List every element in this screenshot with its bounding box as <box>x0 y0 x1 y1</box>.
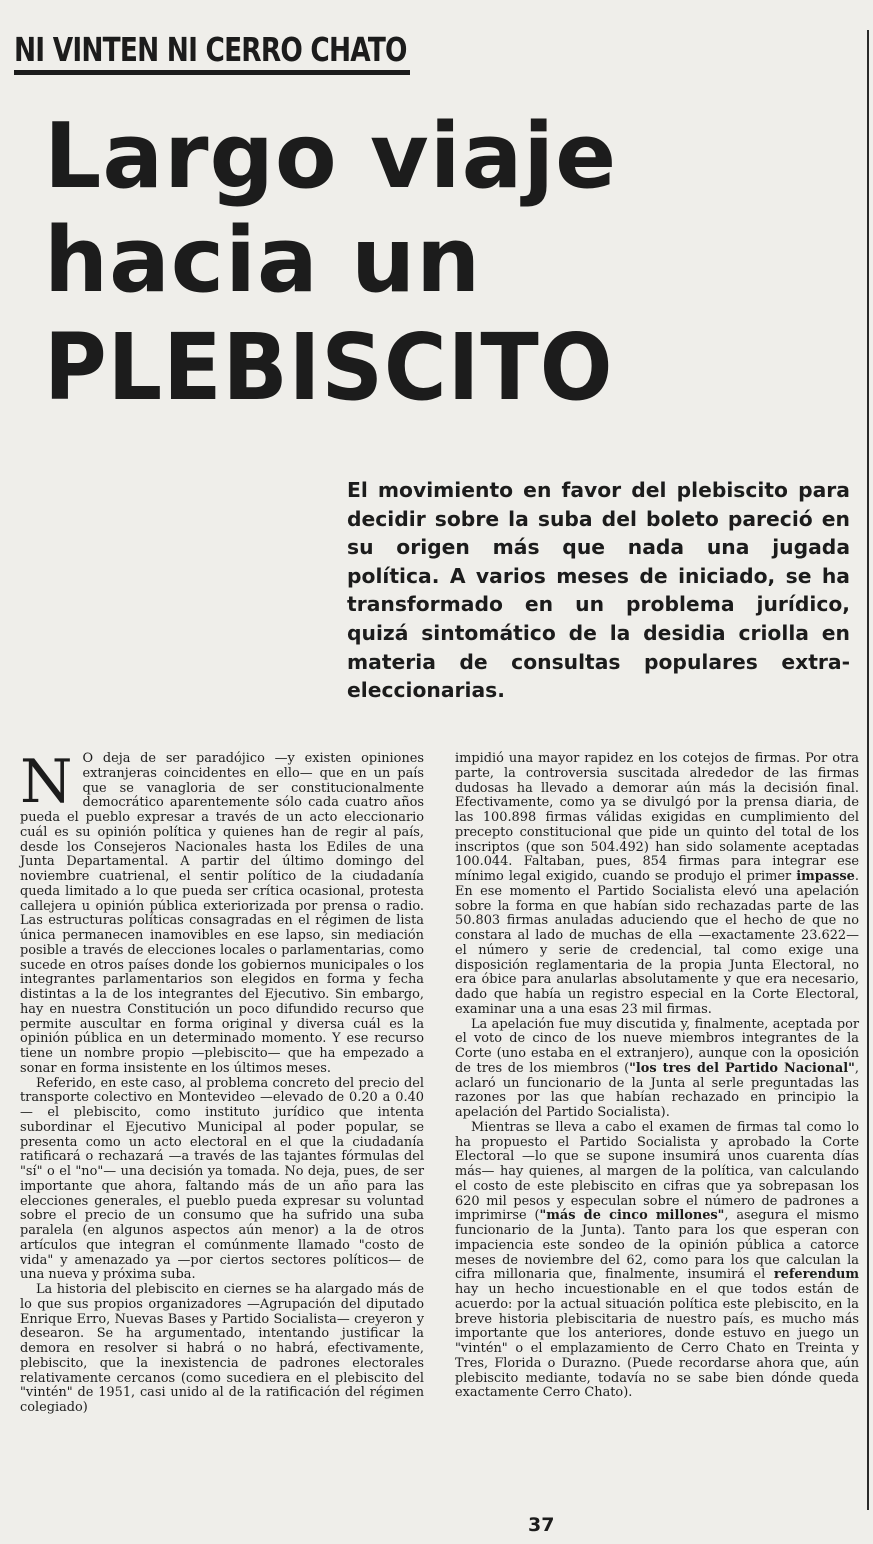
paragraph <box>455 1121 859 1401</box>
paragraph-text: Mientras se lleva a cabo el examen de firmas tal como lo ha propuesto el Partido Socialista y aprobado la Corte Electoral —lo que se supone insumirá unos cuarenta días más— hay quienes, al margen de la política, van calculando el costo de este plebiscito en cifras que ya sobrepasan los 620 mil pesos y especulan sobre el número de padrones a imprimirse ( <box>455 1119 859 1224</box>
paragraph-text: , aclaró un funcionario de la Junta al serle preguntadas las razones por las que habían rechazado en principio la apelación del Partido Socialista). <box>455 1060 859 1120</box>
paragraph: La historia del plebiscito en ciernes se ha alargado más de lo que sus propios organizadores —Agrupación del diputado Enrique Erro, Nuevas Bases y Partido Socialista— creyeron y desearon. Se ha argumentado, intentando justificar la demora en resolver si habrá o no habrá, efectivamente, plebiscito, que la inexistencia de padrones electorales relativamente cercanos (como sucediera en el plebiscito del "vintén" de 1951, casi unido al de la ratificación del régimen colegiado) <box>20 1282 424 1415</box>
paragraph-text: , asegura el mismo funcionario de la Junta). Tanto para los que esperan con impaciencia este sondeo de la opinión pública a catorce meses de noviembre del 62, como para los que calculan la cifra millonaria que, finalmente, insumirá el <box>455 1208 860 1283</box>
drop-cap: N <box>20 747 73 817</box>
paragraph-text: La apelación fue muy discutida y, finalmente, aceptada por el voto de cinco de los nueve miembros integrantes de la Corte (uno estaba en el extranjero), aunque con la oposición de tres de los miembros ( <box>455 1016 859 1076</box>
bold-term: referendum <box>773 1267 859 1283</box>
paragraph <box>455 752 859 1018</box>
paragraph-text: O deja de ser paradójico —y existen opiniones extranjeras coincidentes en ello— que en un país que se vanagloria de ser constitucionalmente democrático aparentemente sólo cada cuatro años pueda el pueblo expresar a través de un acto eleccionario cuál es su opinión política y quienes han de regir al país, desde los Consejeros Nacionales hasta los Ediles de una Junta Departamental. A partir del último domingo del noviembre cuatrienal, el sentir político de la ciudadanía queda limitado a lo que pueda ser crítica ocasional, protesta callejera u opinión pública exteriorizada por prensa o radio. Las estructuras políticas consagradas en el régimen de lista única permanecen inamovibles en ese lapso, sin mediación posible a través de elecciones locales o parlamentarias, como sucede en otros países donde los gobiernos municipales o los integrantes parlamentarios son elegidos en forma y fecha distintas a la de los integrantes del Ejecutivo. Sin embargo, hay en nuestra Constitución un poco difundido recurso que permite auscultar en forma original y diversa cuál es la opinión pública en un determinado momento. Y ese recurso tiene un nombre propio —plebiscito— que ha empezado a sonar en forma insistente en los últimos meses. <box>20 751 424 1076</box>
headline-line-3: PLEBISCITO <box>44 314 614 421</box>
article-column-left <box>20 747 424 1416</box>
headline <box>44 104 656 421</box>
bold-quote: "los tres del Partido Nacional" <box>629 1060 855 1076</box>
bold-term: impasse <box>796 869 855 884</box>
paragraph <box>455 1018 859 1121</box>
paragraph <box>20 747 424 1077</box>
page-number: 37 <box>528 1514 555 1536</box>
section-kicker: NI VINTEN NI CERRO CHATO <box>14 30 410 75</box>
paragraph-text: . En ese momento el Partido Socialista elevó una apelación sobre la forma en que habían sido rechazadas parte de las 50.803 firmas anuladas aduciendo que el hecho de que no constara al lado de muchas de ella —exactamente 23.622— el número y serie de credencial, tal como exige una disposición reglamentaria de la propia Junta Electoral, no era óbice para anularlas absolutamente y que era necesario, dado que había un registro especial en la Corte Electoral, examinar una a una esas 23 mil firmas. <box>455 869 859 1017</box>
article-column-right <box>455 752 859 1401</box>
paragraph-text: impidió una mayor rapidez en los cotejos de firmas. Por otra parte, la controversia suscitada alrededor de las firmas dudosas ha llevado a demorar aún más la decisión final. Efectivamente, como ya se divulgó por la prensa diaria, de las 100.898 firmas válidas exigidas en cumplimiento del precepto constitucional que pide un quinto del total de los inscriptos (que son 504.492) han sido solamente aceptadas 100.044. Faltaban, pues, 854 firmas para integrar ese mínimo legal exigido, cuando se produjo el primer <box>455 751 859 884</box>
headline-line-1: Largo viaje <box>44 104 618 209</box>
paragraph-text: hay un hecho incuestionable en el que todos están de acuerdo: por la actual situación política este plebiscito, en la breve historia plebiscitaria de nuestro país, es mucho más importante que los anteriores, donde estuvo en juego un "vintén" o el emplazamiento de Cerro Chato en Treinta y Tres, Florida o Durazno. (Puede recordarse ahora que, aún plebiscito mediante, todavía no se sabe bien dónde queda exactamente Cerro Chato). <box>455 1282 859 1401</box>
paragraph: Referido, en este caso, al problema concreto del precio del transporte colectivo en Montevideo —elevado de 0.20 a 0.40— el plebiscito, como instituto jurídico que intenta subordinar el Ejecutivo Municipal al poder popular, se presenta como un acto electoral en el que la ciudadanía ratificará o rechazará —a través de las tajantes fórmulas del "sí" o el "no"— una decisión ya tomada. No deja, pues, de ser importante que ahora, faltando más de un año para las elecciones generales, el pueblo pueda expresar su voluntad sobre el precio de un consumo que ha sufrido una suba paralela (en algunos aspectos aún menor) a la de otros artículos que integran el comúnmente llamado "costo de vida" y amenazado ya —por ciertos sectores políticos— de una nueva y próxima suba. <box>20 1075 424 1283</box>
lead-paragraph: El movimiento en favor del plebiscito para decidir sobre la suba del boleto pareció en su origen más que nada una jugada política. A varios meses de iniciado, se ha transformado en un problema jurídico, quizá sintomático de la desidia criolla en materia de consultas populares extra-eleccionarias. <box>347 478 850 703</box>
headline-line-2: hacia un <box>44 208 482 313</box>
vertical-rule <box>867 30 869 1510</box>
bold-quote: "más de cinco millones" <box>539 1208 725 1224</box>
